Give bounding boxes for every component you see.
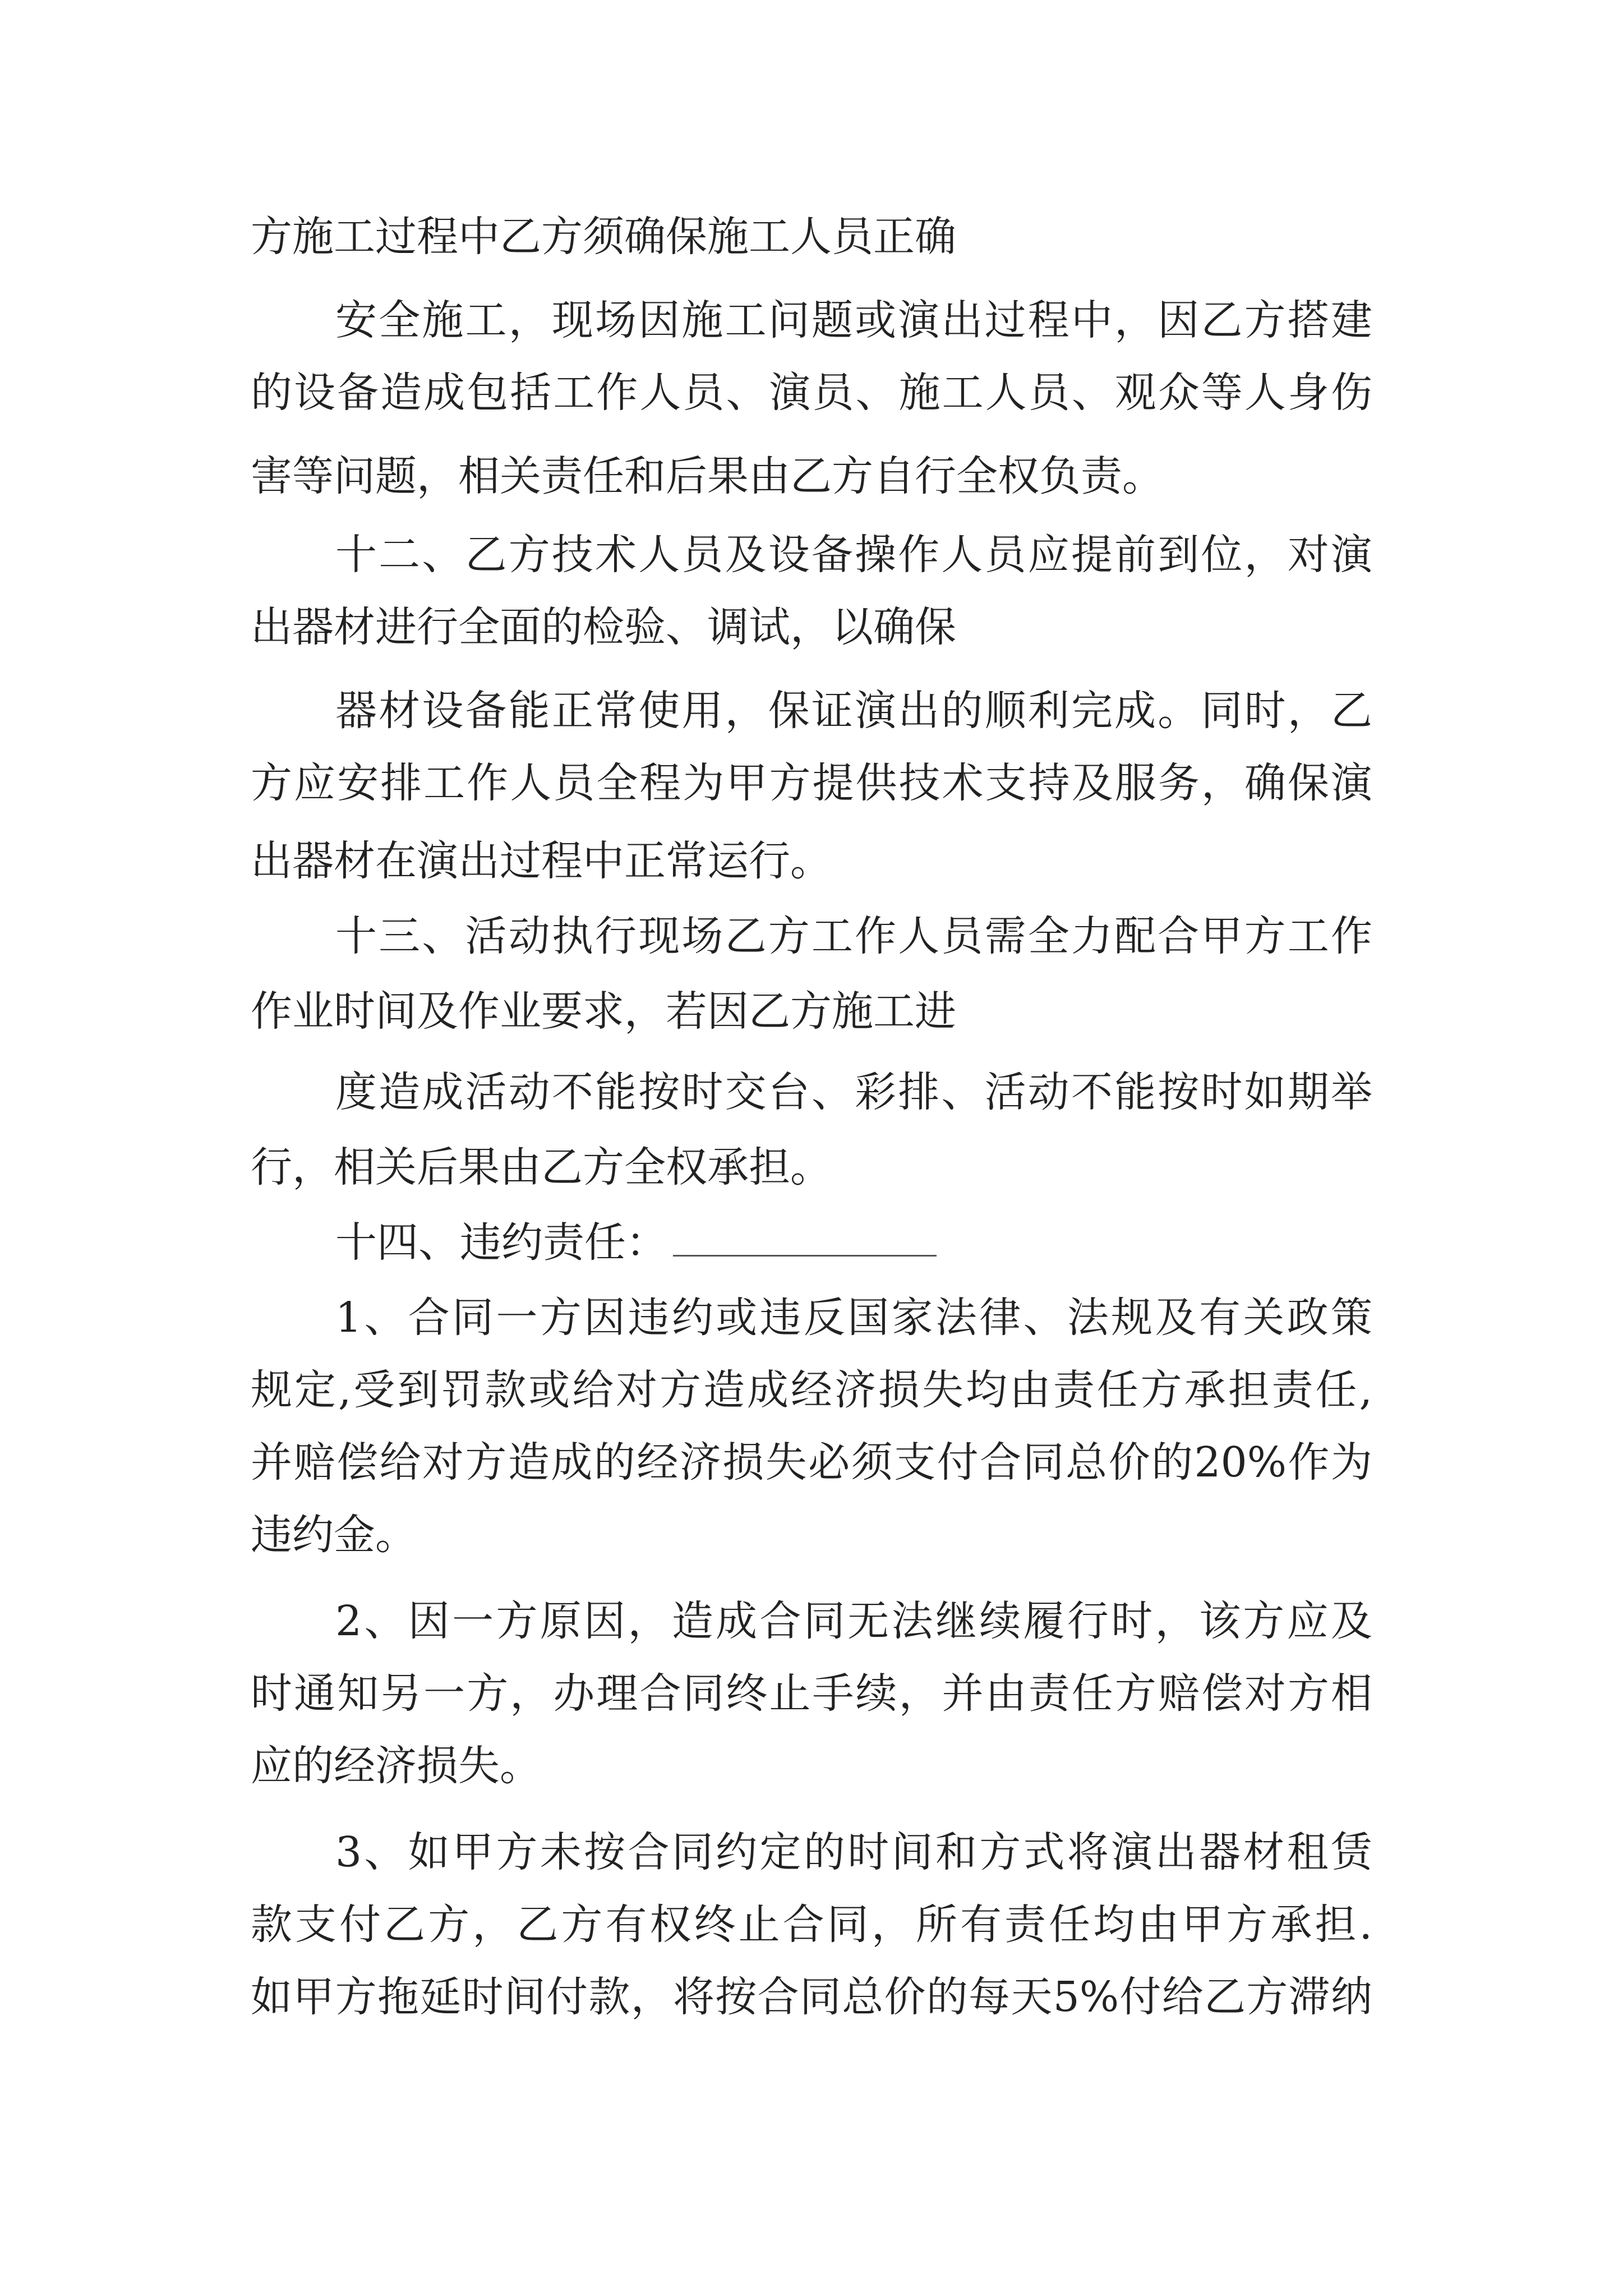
text-line: 的设备造成包括工作人员、演员、施工人员、观众等人身伤 (251, 369, 1372, 417)
text-line: 1、合同一方因违约或违反国家法律、法规及有关政策 (335, 1294, 1372, 1342)
text-line: 时通知另一方，办理合同终止手续，并由责任方赔偿对方相 (251, 1669, 1372, 1718)
text-line: 款支付乙方，乙方有权终止合同，所有责任均由甲方承担. (251, 1901, 1372, 1949)
text-line: 出器材在演出过程中正常运行。 (251, 837, 832, 885)
text-line: 方应安排工作人员全程为甲方提供技术支持及服务，确保演 (251, 759, 1372, 807)
section-heading: 十四、违约责任： (335, 1218, 667, 1267)
text-line: 安全施工，现场因施工问题或演出过程中，因乙方搭建 (335, 296, 1372, 344)
text-line: 器材设备能正常使用，保证演出的顺利完成。同时，乙 (335, 687, 1372, 735)
fill-in-blank (673, 1221, 937, 1257)
text-line: 3、如甲方未按合同约定的时间和方式将演出器材租赁 (335, 1828, 1372, 1876)
section-heading-line (335, 1209, 937, 1276)
text-line: 方施工过程中乙方须确保施工人员正确 (251, 213, 956, 261)
text-line: 并赔偿给对方造成的经济损失必须支付合同总价的20%作为 (251, 1438, 1372, 1487)
text-line: 作业时间及作业要求，若因乙方施工进 (251, 987, 956, 1036)
text-line: 应的经济损失。 (251, 1742, 541, 1790)
text-line: 十三、活动执行现场乙方工作人员需全力配合甲方工作 (335, 912, 1372, 960)
text-line: 规定,受到罚款或给对方造成经济损失均由责任方承担责任, (251, 1366, 1372, 1414)
text-line: 行，相关后果由乙方全权承担。 (251, 1143, 832, 1191)
text-line: 如甲方拖延时间付款，将按合同总价的每天5%付给乙方滞纳 (251, 1973, 1372, 2021)
text-line: 2、因一方原因，造成合同无法继续履行时，该方应及 (335, 1597, 1372, 1645)
text-line: 害等问题，相关责任和后果由乙方自行全权负责。 (251, 452, 1164, 500)
text-line: 十二、乙方技术人员及设备操作人员应提前到位，对演 (335, 531, 1372, 579)
text-line: 违约金。 (251, 1511, 417, 1559)
text-line: 出器材进行全面的检验、调试，以确保 (251, 603, 956, 651)
text-line: 度造成活动不能按时交台、彩排、活动不能按时如期举 (335, 1068, 1372, 1116)
